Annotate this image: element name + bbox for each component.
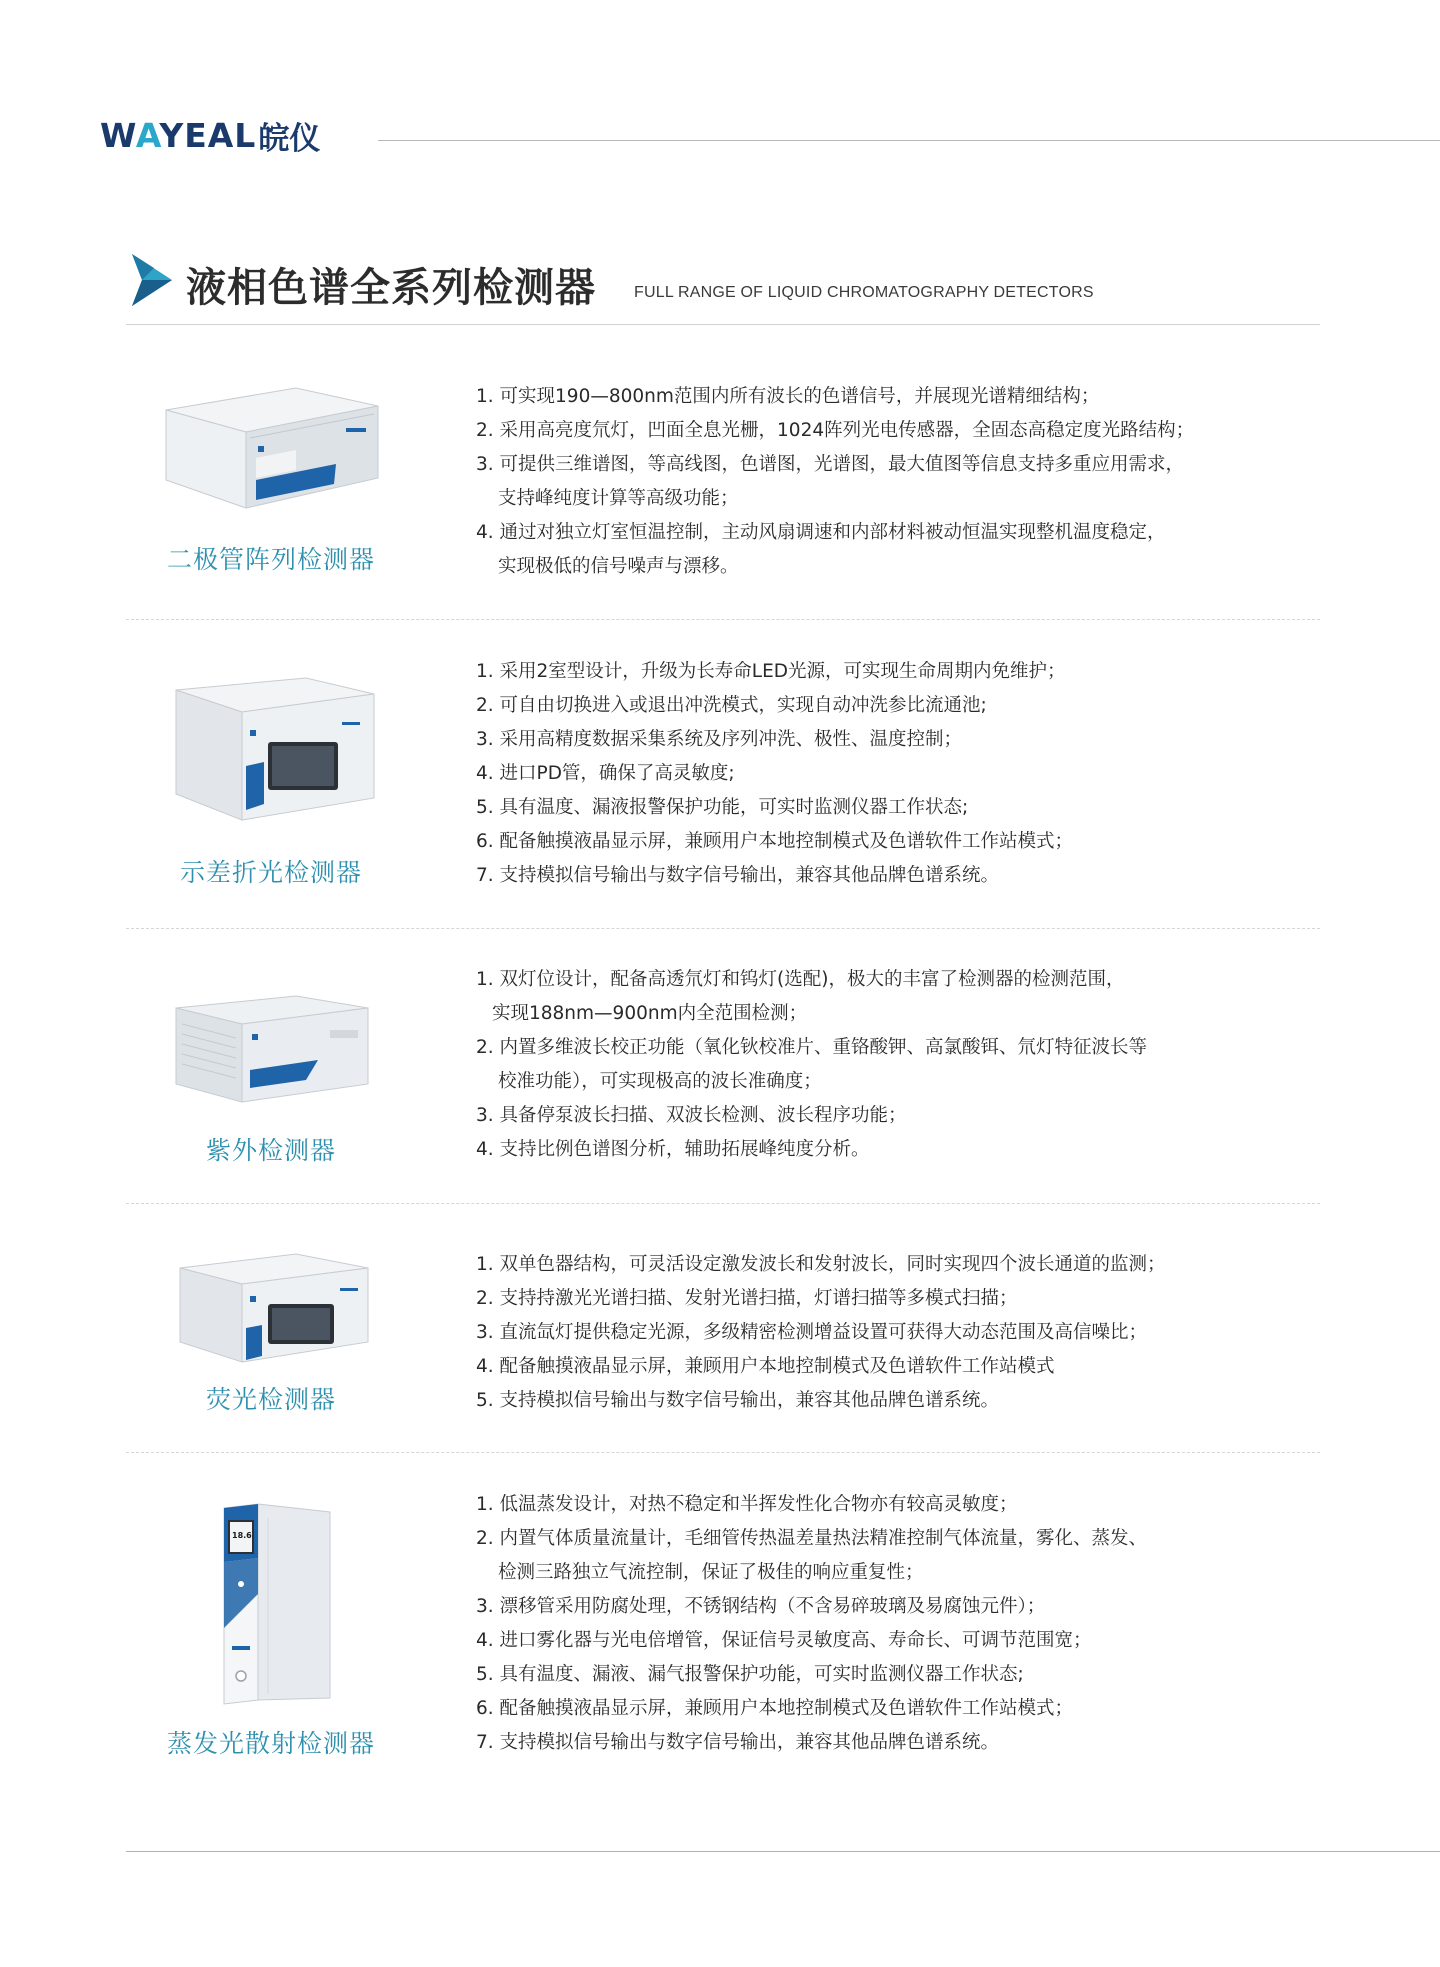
uv-detector-icon — [146, 988, 396, 1108]
section-title — [128, 250, 1318, 320]
product-name: 示差折光检测器 — [179, 858, 362, 887]
product-column — [126, 1488, 416, 1778]
product-name: 紫外检测器 — [205, 1136, 336, 1165]
footer-divider — [126, 1851, 1440, 1852]
product-column — [126, 655, 416, 895]
ri-detector-icon — [146, 670, 396, 840]
page-subtitle: FULL RANGE OF LIQUID CHROMATOGRAPHY DETECTORS — [634, 284, 1094, 301]
dad-detector-icon — [146, 380, 396, 520]
product-column — [126, 1248, 416, 1428]
feature-item: 1. 可实现190—800nm范围内所有波长的色谱信号，并展现光谱精细结构； — [476, 386, 1100, 407]
feature-item: 3. 可提供三维谱图，等高线图，色谱图，光谱图，最大值图等信息支持多重应用需求， 支持峰纯度计算等高级功能； — [476, 454, 1185, 509]
page-title: 液相色谱全系列检测器 — [186, 265, 596, 311]
header-divider — [378, 140, 1440, 141]
feature-item: 2. 支持持激光光谱扫描、发射光谱扫描，灯谱扫描等多模式扫描； — [476, 1288, 1018, 1309]
feature-item: 4. 支持比例色谱图分析，辅助拓展峰纯度分析。 — [476, 1139, 870, 1160]
feature-item: 6. 配备触摸液晶显示屏，兼顾用户本地控制模式及色谱软件工作站模式； — [476, 831, 1074, 852]
feature-item: 4. 进口PD管，确保了高灵敏度; — [476, 763, 735, 784]
section-divider — [126, 619, 1320, 620]
feature-item: 3. 采用高精度数据采集系统及序列冲洗、极性、温度控制； — [476, 729, 963, 750]
product-section — [126, 655, 1320, 895]
feature-item: 4. 进口雾化器与光电倍增管，保证信号灵敏度高、寿命长、可调节范围宽； — [476, 1630, 1092, 1651]
product-section — [126, 1488, 1320, 1778]
title-divider — [126, 324, 1320, 325]
page-header — [100, 110, 1440, 160]
product-column — [126, 380, 416, 590]
section-divider — [126, 928, 1320, 929]
product-name: 蒸发光散射检测器 — [166, 1729, 375, 1758]
product-section — [126, 963, 1320, 1173]
feature-item: 2. 可自由切换进入或退出冲洗模式，实现自动冲洗参比流通池; — [476, 695, 987, 716]
wayeal-logo — [100, 110, 320, 160]
feature-item: 1. 双单色器结构，可灵活设定激发波长和发射波长，同时实现四个波长通道的监测； — [476, 1254, 1166, 1275]
feature-item: 2. 内置多维波长校正功能（氧化钬校准片、重铬酸钾、高氯酸铒、氘灯特征波长等 校准功能），可实现极高的波长准确度； — [476, 1037, 1148, 1092]
elsd-detector-icon — [146, 1498, 396, 1713]
feature-item: 7. 支持模拟信号输出与数字信号输出，兼容其他品牌色谱系统。 — [476, 1732, 1000, 1753]
logo-cn: 皖仪 — [258, 120, 321, 157]
feature-item: 5. 具有温度、漏液报警保护功能，可实时监测仪器工作状态; — [476, 797, 969, 818]
product-name: 二极管阵列检测器 — [166, 545, 375, 574]
section-divider — [126, 1203, 1320, 1204]
feature-item: 6. 配备触摸液晶显示屏，兼顾用户本地控制模式及色谱软件工作站模式； — [476, 1698, 1074, 1719]
feature-item: 3. 直流氙灯提供稳定光源，多级精密检测增益设置可获得大动态范围及高信噪比； — [476, 1322, 1148, 1343]
feature-list — [476, 1248, 1316, 1418]
product-column — [126, 963, 416, 1173]
screen-readout: 18.6 — [232, 1531, 252, 1540]
feature-list — [476, 1488, 1316, 1760]
feature-list — [476, 380, 1316, 584]
fl-detector-icon — [146, 1248, 396, 1373]
feature-item: 3. 漂移管采用防腐处理，不锈钢结构（不含易碎玻璃及易腐蚀元件）； — [476, 1596, 1046, 1617]
feature-item: 4. 配备触摸液晶显示屏，兼顾用户本地控制模式及色谱软件工作站模式 — [476, 1356, 1055, 1377]
play-arrow-icon — [128, 252, 176, 308]
product-name: 荧光检测器 — [205, 1385, 336, 1414]
logo-text: WAYEAL — [100, 115, 257, 155]
feature-item: 1. 双灯位设计，配备高透氘灯和钨灯(选配)，极大的丰富了检测器的检测范围， 实现188nm—900nm内全范围检测； — [476, 969, 1125, 1024]
feature-item: 5. 支持模拟信号输出与数字信号输出，兼容其他品牌色谱系统。 — [476, 1390, 1000, 1411]
feature-item: 1. 采用2室型设计，升级为长寿命LED光源，可实现生命周期内免维护； — [476, 661, 1066, 682]
product-section — [126, 380, 1320, 590]
feature-list — [476, 963, 1316, 1167]
feature-item: 7. 支持模拟信号输出与数字信号输出，兼容其他品牌色谱系统。 — [476, 865, 1000, 886]
section-divider — [126, 1452, 1320, 1453]
feature-list — [476, 655, 1316, 893]
feature-item: 5. 具有温度、漏液、漏气报警保护功能，可实时监测仪器工作状态; — [476, 1664, 1024, 1685]
feature-item: 3. 具备停泵波长扫描、双波长检测、波长程序功能； — [476, 1105, 907, 1126]
feature-item: 1. 低温蒸发设计，对热不稳定和半挥发性化合物亦有较高灵敏度； — [476, 1494, 1018, 1515]
product-section — [126, 1248, 1320, 1428]
feature-item: 2. 采用高亮度氘灯，凹面全息光栅，1024阵列光电传感器，全固态高稳定度光路结构； — [476, 420, 1195, 441]
feature-item: 4. 通过对独立灯室恒温控制，主动风扇调速和内部材料被动恒温实现整机温度稳定， 实现极低的信号噪声与漂移。 — [476, 522, 1166, 577]
feature-item: 2. 内置气体质量流量计，毛细管传热温差量热法精准控制气体流量，雾化、蒸发、 检测三路独立气流控制，保证了极佳的响应重复性； — [476, 1528, 1148, 1583]
